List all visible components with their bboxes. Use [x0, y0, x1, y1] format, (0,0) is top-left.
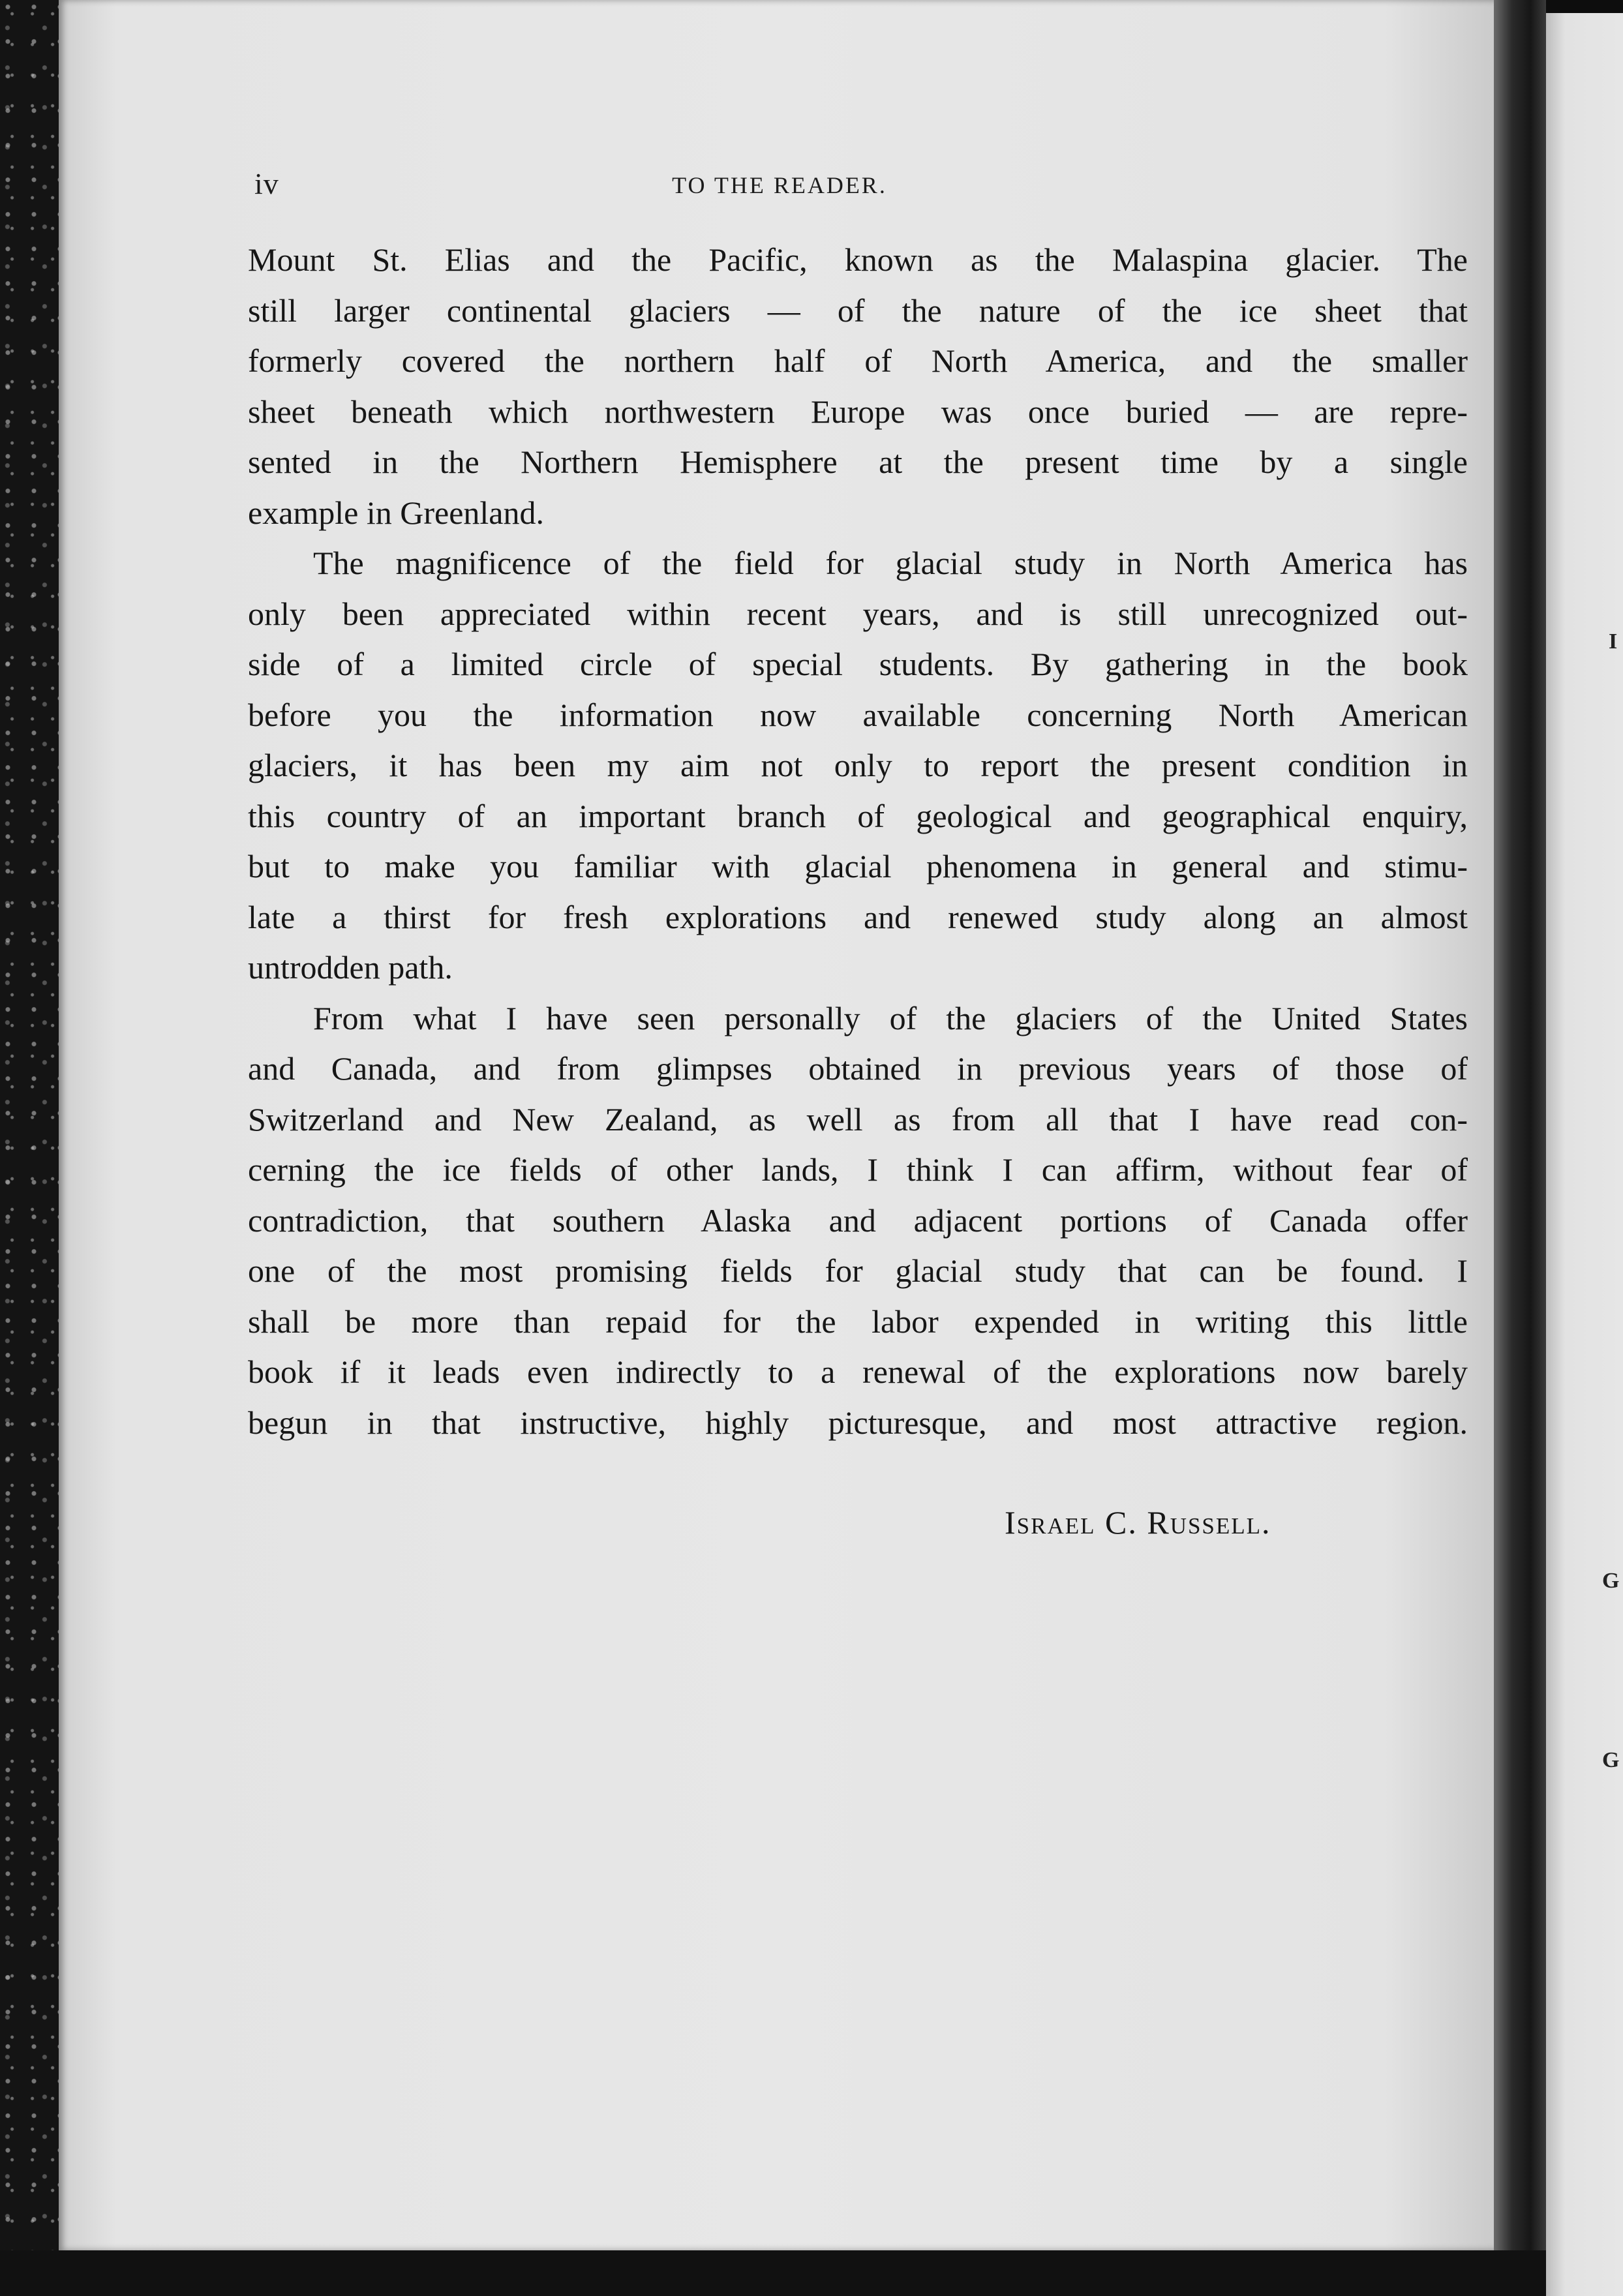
- text-line: example in Greenland.: [248, 494, 544, 531]
- paragraph-2: [248, 538, 1468, 993]
- text-line: Mount St. Elias and the Pacific, known as the Malaspina glacier. The: [248, 241, 1468, 278]
- text-line: contradiction, that southern Alaska and adjacent portions of Canada offer: [248, 1201, 1468, 1239]
- text-line: untrodden path.: [248, 949, 453, 986]
- facing-page-letter: I: [1609, 629, 1618, 654]
- text-line: only been appreciated within recent years, and is still unrecognized out-: [248, 595, 1468, 632]
- text-line: this country of an important branch of geological and geographical enquiry,: [248, 797, 1468, 834]
- facing-page-edge: [1546, 13, 1623, 2296]
- text-line: From what I have seen personally of the glaciers of the United States: [313, 999, 1468, 1036]
- text-line: formerly covered the northern half of North America, and the smaller: [248, 342, 1468, 379]
- running-title: TO THE READER.: [672, 172, 887, 198]
- running-header: [59, 166, 1500, 205]
- text-line: Switzerland and New Zealand, as well as from all that I have read con-: [248, 1100, 1468, 1138]
- text-line: cerning the ice fields of other lands, I think I can affirm, without fear of: [248, 1151, 1468, 1188]
- facing-page-letter: G: [1602, 1748, 1620, 1772]
- page-number: iv: [254, 167, 279, 200]
- book-page: [59, 0, 1500, 2250]
- paragraph-3: [248, 993, 1468, 1449]
- text-line: begun in that instructive, highly picturesque, and most attractive region.: [248, 1404, 1468, 1441]
- text-line: shall be more than repaid for the labor expended in writing this little: [248, 1303, 1468, 1340]
- binding-gutter: [1494, 0, 1546, 2296]
- text-line: still larger continental glaciers — of the nature of the ice sheet that: [248, 292, 1468, 329]
- text-line: The magnificence of the field for glacial study in North America has: [313, 545, 1468, 581]
- author-signature: Israel C. Russell.: [1005, 1504, 1271, 1541]
- text-line: sented in the Northern Hemisphere at the present time by a single: [248, 444, 1468, 480]
- facing-page-letter: G: [1602, 1569, 1620, 1593]
- text-line: sheet beneath which northwestern Europe was once buried — are repre-: [248, 393, 1468, 430]
- text-line: book if it leads even indirectly to a renewal of the explorations now barely: [248, 1353, 1468, 1390]
- scan-bottom-margin: [0, 2250, 1546, 2296]
- body-text: [248, 235, 1468, 1448]
- scan-left-margin: [0, 0, 65, 2296]
- text-line: before you the information now available concerning North American: [248, 696, 1468, 733]
- text-line: and Canada, and from glimpses obtained in previous years of those of: [248, 1050, 1468, 1087]
- paragraph-1: [248, 235, 1468, 538]
- text-line: but to make you familiar with glacial phenomena in general and stimu-: [248, 848, 1468, 884]
- text-line: side of a limited circle of special students. By gathering in the book: [248, 646, 1468, 682]
- text-line: late a thirst for fresh explorations and renewed study along an almost: [248, 898, 1468, 935]
- text-line: one of the most promising fields for glacial study that can be found. I: [248, 1252, 1468, 1289]
- text-line: glaciers, it has been my aim not only to report the present condition in: [248, 747, 1468, 783]
